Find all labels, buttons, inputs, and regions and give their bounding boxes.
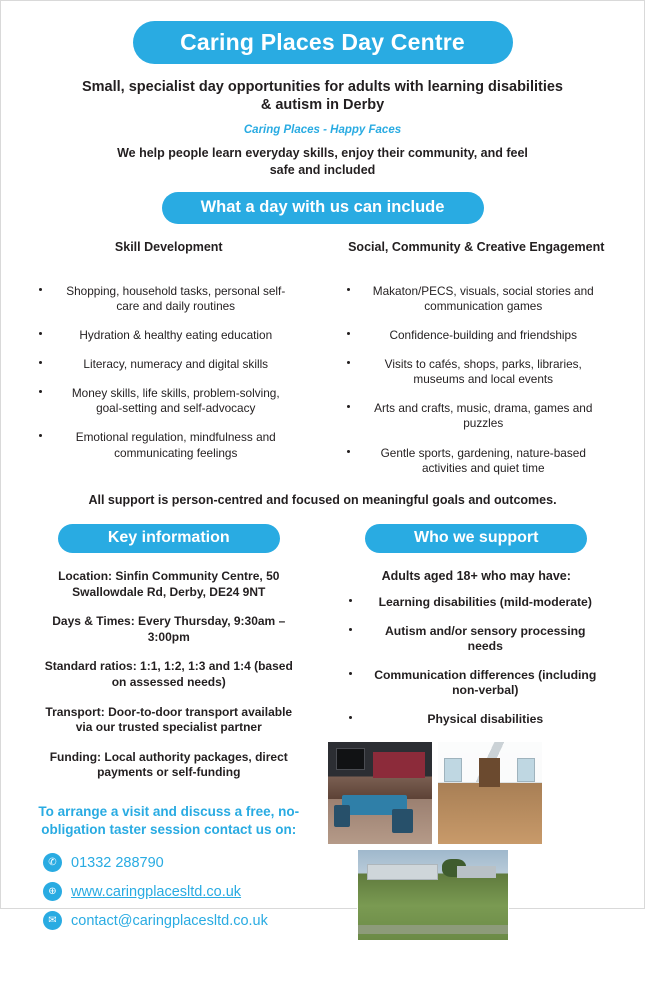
photo-activity-room-art [328,742,432,844]
contact-email-text[interactable]: contact@caringplacesltd.co.uk [71,912,268,929]
list-item [323,357,631,387]
list-item [15,430,323,460]
section-heading-day: What a day with us can include [162,192,484,224]
bullet-dot [39,390,42,393]
list-item-text: Makaton/PECS, visuals, social stories and communication games [372,283,594,313]
list-item [323,595,631,611]
activities-columns [15,240,630,490]
building-shape [457,866,496,878]
contact-list [15,853,323,930]
key-info-days-times: Days & Times: Every Thursday, 9:30am – 3:00pm [52,614,286,644]
column-social-community [323,240,631,490]
contact-website-link[interactable]: www.caringplacesltd.co.uk [71,883,242,900]
bullet-dot [39,332,42,335]
section-heading-key-information: Key information [58,524,280,553]
window-shape [444,758,463,782]
bullet-dot [39,434,42,437]
list-item [323,712,631,728]
bullet-dot [347,288,350,291]
column-heading: Social, Community & Creative Engagement [348,239,605,254]
chair-shape [334,805,351,827]
key-info-transport: Transport: Door-to-door transport available via our trusted specialist partner [45,704,293,735]
list-item-text: Hydration & healthy eating education [79,328,273,343]
globe-icon: ⊕ [43,882,62,901]
column-heading: Skill Development [114,239,223,254]
list-item [15,328,323,343]
contact-phone-text[interactable]: 01332 288790 [71,854,164,871]
list-item-text: Learning disabilities (mild-moderate) [378,594,592,609]
photo-outdoor-grounds [357,849,509,941]
list-item [323,401,631,431]
key-info-funding: Funding: Local authority packages, direct payments or self-funding [49,749,288,780]
door-shape [479,758,500,787]
bullet-dot [347,332,350,335]
person-centred-statement: All support is person-centred and focused on meaningful goals and outcomes. [88,492,557,507]
photo-outdoor-grounds-art [358,850,508,940]
list-item [323,624,631,655]
list-item-text: Physical disabilities [427,712,544,727]
lower-sections [15,524,630,981]
social-engagement-list [323,284,631,476]
bullet-dot [347,450,350,453]
tagline: Caring Places - Happy Faces [243,124,402,137]
column-skill-development [15,240,323,490]
bullet-dot [349,599,352,602]
key-info-location: Location: Sinfin Community Centre, 50 Swallowdale Rd, Derby, DE24 9NT [58,568,280,599]
list-item-text: Communication differences (including non-verbal) [374,667,597,698]
contact-website[interactable] [43,882,323,901]
list-item-text: Money skills, life skills, problem-solving, goal-setting and self-advocacy [71,386,280,416]
flyer-content [15,13,630,929]
bullet-dot [349,672,352,675]
section-heading-who-we-support: Who we support [365,524,587,553]
bullet-dot [349,628,352,631]
list-item [15,284,323,314]
chair-shape [392,809,413,833]
list-item-text: Visits to cafés, shops, parks, libraries, museums and local events [384,357,582,387]
photo-gallery [323,741,631,981]
call-to-action: To arrange a visit and discuss a free, no-obligation taster session contact us on: [38,803,300,838]
list-item [323,446,631,476]
building-shape [367,864,438,880]
list-item [15,357,323,372]
photo-activity-room [327,741,433,845]
list-item-text: Confidence-building and friendships [389,328,578,343]
bullet-dot [349,716,352,719]
skill-development-list [15,284,323,461]
key-information-section [15,524,323,981]
list-item-text: Shopping, household tasks, personal self-care and daily routines [66,283,286,313]
subtitle: Small, specialist day opportunities for adults with learning disabilities & autism in Derby [81,79,563,114]
bullet-dot [347,405,350,408]
bullet-dot [39,288,42,291]
window-shape [517,758,536,782]
list-item-text: Arts and crafts, music, drama, games and puzzles [374,401,593,431]
list-item-text: Gentle sports, gardening, nature-based activities and quiet time [380,445,586,475]
envelope-icon: ✉ [43,911,62,930]
title-banner [133,21,513,64]
who-we-support-list [323,595,631,728]
path-shape [358,925,508,934]
list-item [15,386,323,416]
contact-phone[interactable] [43,853,323,872]
page-title: Caring Places Day Centre [180,29,465,55]
bullet-dot [39,361,42,364]
list-item-text: Autism and/or sensory processing needs [385,623,586,654]
list-item-text: Emotional regulation, mindfulness and communicating feelings [75,430,276,460]
bullet-dot [347,361,350,364]
list-item [323,668,631,699]
contact-email[interactable] [43,911,323,930]
phone-icon: ✆ [43,853,62,872]
key-info-ratios: Standard ratios: 1:1, 1:2, 1:3 and 1:4 (based on assessed needs) [44,659,293,689]
who-we-support-heading: Adults aged 18+ who may have: [381,568,571,583]
photo-hall-interior-art [438,742,542,844]
photo-hall-interior [437,741,543,845]
help-statement: We help people learn everyday skills, enjoy their community, and feel safe and included [117,146,528,177]
list-item [323,328,631,343]
who-we-support-section [323,524,631,981]
list-item-text: Literacy, numeracy and digital skills [83,357,269,372]
list-item [323,284,631,314]
